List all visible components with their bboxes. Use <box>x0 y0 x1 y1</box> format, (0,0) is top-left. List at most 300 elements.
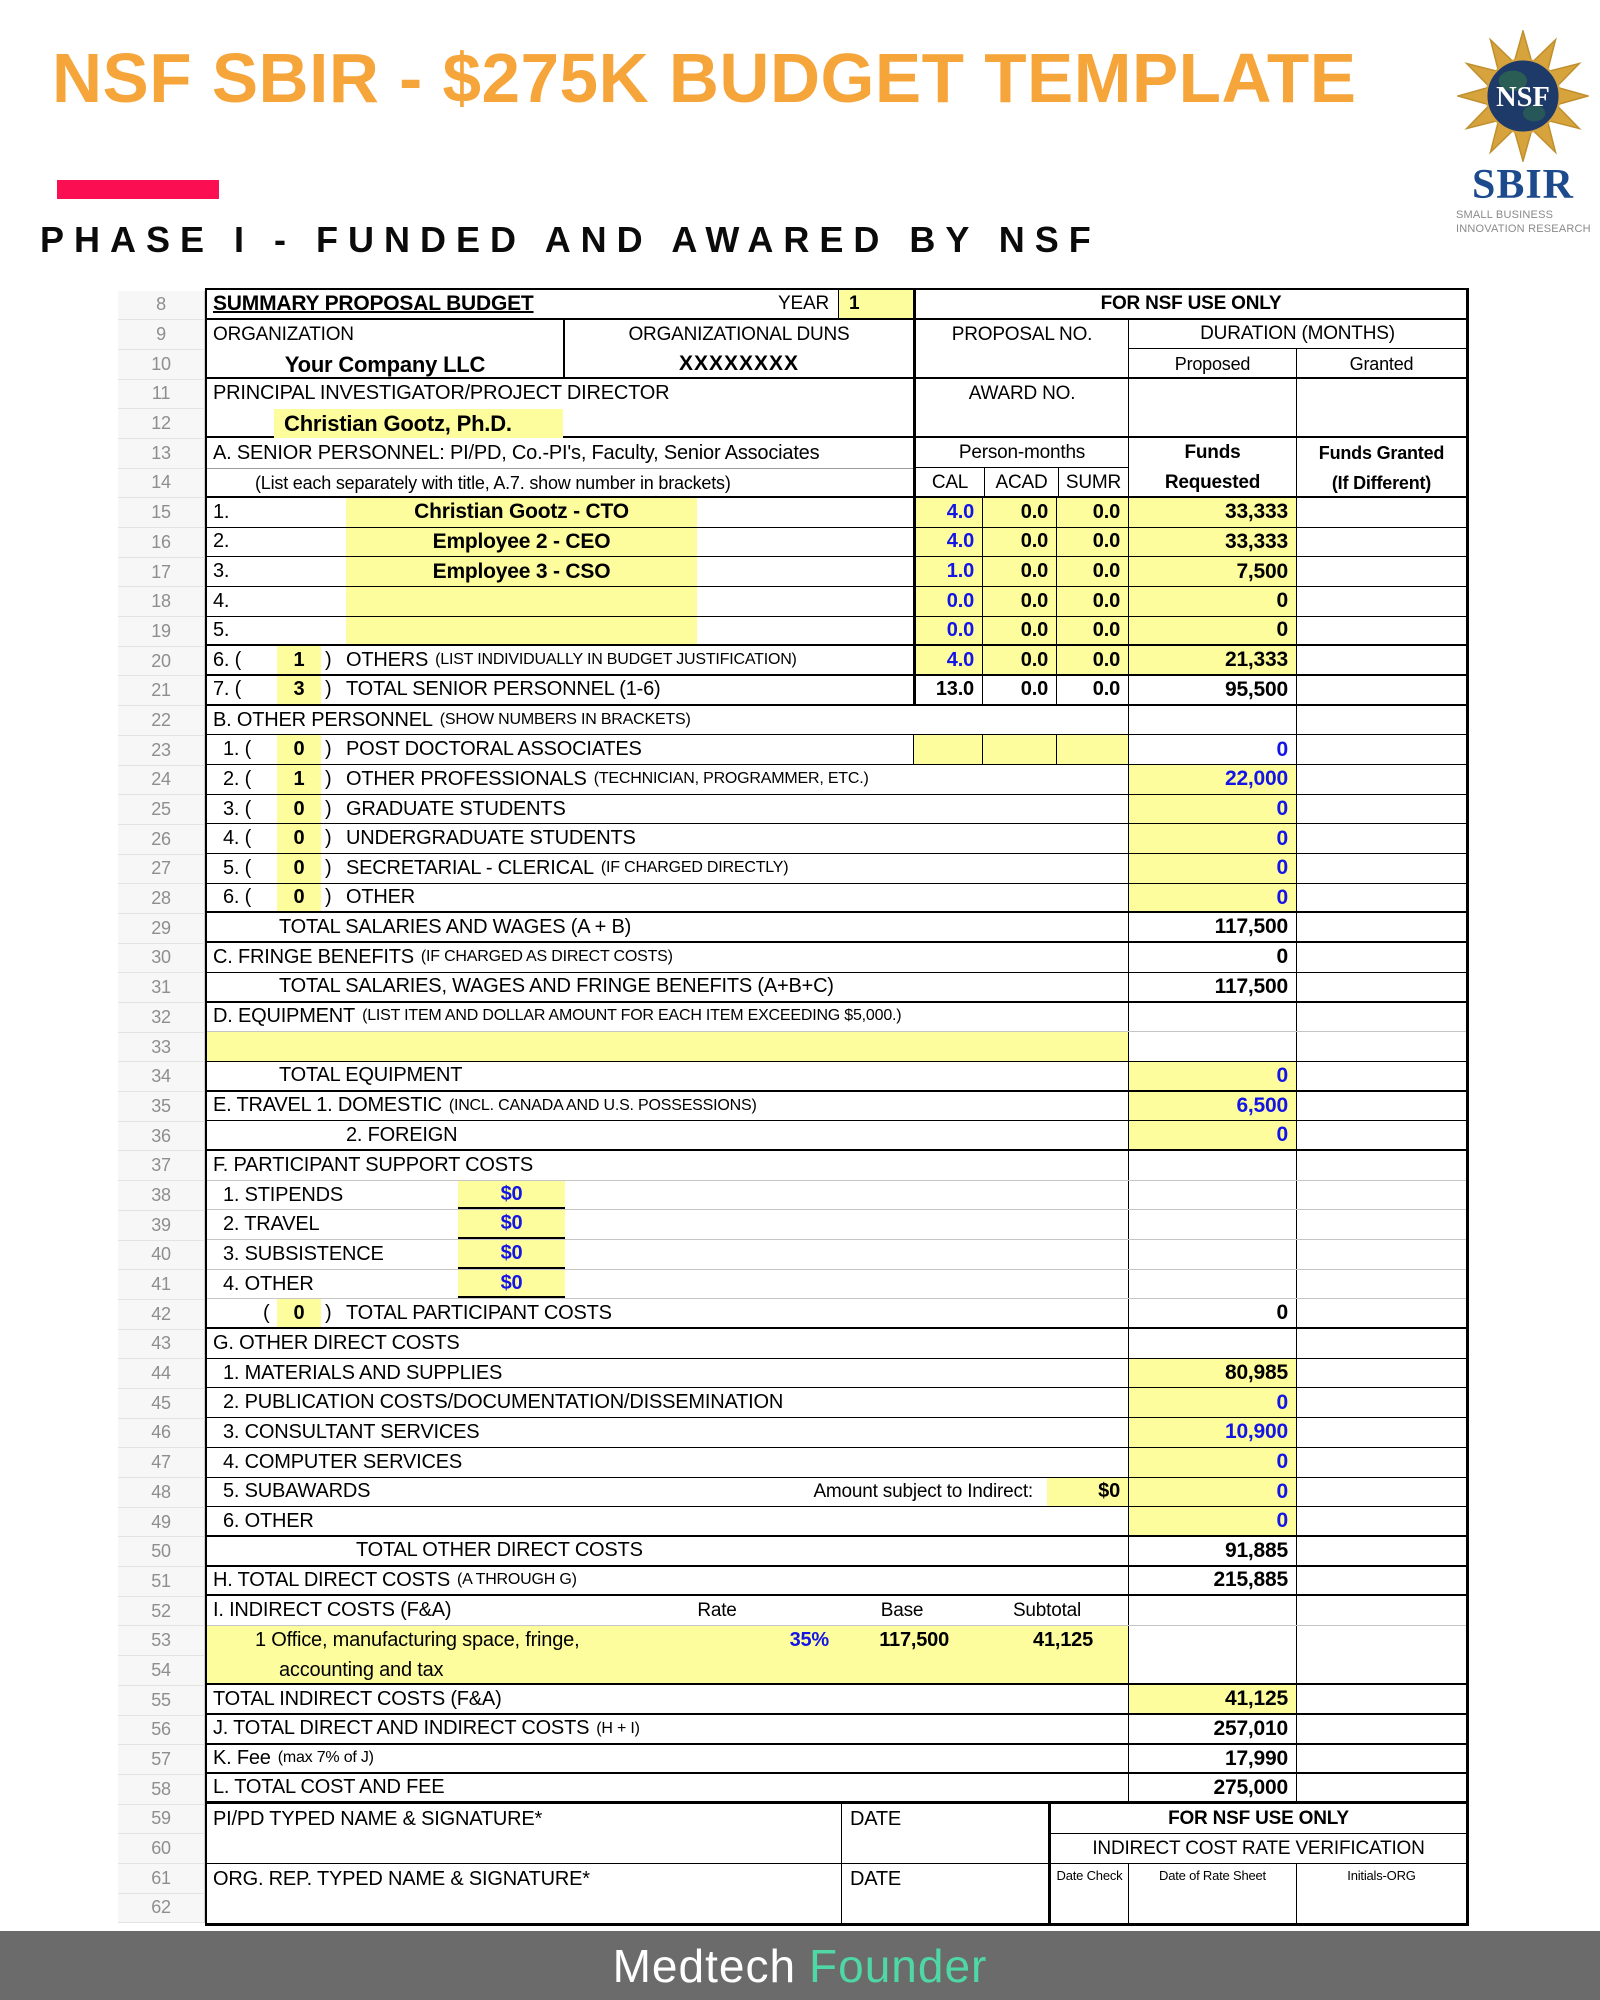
row-26 <box>207 824 1466 854</box>
funds-cell[interactable]: 0 <box>1128 735 1296 764</box>
granted-cell <box>1296 646 1466 674</box>
funds-cell: 257,010 <box>1128 1715 1296 1743</box>
count-cell[interactable]: 0 <box>277 735 321 764</box>
pi-signature-label: PI/PD TYPED NAME & SIGNATURE* <box>213 1808 543 1831</box>
row-48 <box>207 1478 1466 1508</box>
nsf-sbir-logo <box>1444 30 1600 237</box>
empty-cell <box>1128 706 1296 735</box>
row-number: 28 <box>118 884 205 914</box>
row-label: TOTAL SALARIES AND WAGES (A + B) <box>279 915 632 938</box>
row-37 <box>207 1151 1466 1181</box>
row-label: 1. STIPENDS <box>223 1183 344 1206</box>
brand-medtech: Medtech <box>612 1939 797 1992</box>
subsistence-cell[interactable]: $0 <box>458 1240 565 1269</box>
cal-cell[interactable]: 0.0 <box>913 617 982 645</box>
rate-header: Rate <box>697 1599 737 1621</box>
sbir-logotype: SBIR <box>1471 162 1575 208</box>
year-input-cell[interactable]: 1 <box>838 290 913 318</box>
row-52 <box>207 1596 1466 1626</box>
sumr-cell[interactable]: 0.0 <box>1056 557 1128 586</box>
row-number: 25 <box>118 795 205 825</box>
row-number: 59 <box>118 1805 205 1835</box>
row-label: 4. COMPUTER SERVICES <box>223 1450 463 1473</box>
subtotal-header: Subtotal <box>1012 1599 1082 1621</box>
granted-cell <box>1296 943 1466 972</box>
personnel-name-cell[interactable]: Christian Gootz - CTO <box>346 498 697 527</box>
row-label: L. TOTAL COST AND FEE <box>213 1776 445 1799</box>
row-number: 44 <box>118 1359 205 1389</box>
funds-cell: 0 <box>1128 943 1296 972</box>
item-number: 6. ( <box>223 886 252 909</box>
cal-cell[interactable]: 4.0 <box>913 528 982 557</box>
row-label: 2. FOREIGN <box>346 1123 458 1146</box>
empty-cell <box>1296 1003 1466 1032</box>
row-number: 8 <box>118 291 205 321</box>
row-number: 16 <box>118 528 205 558</box>
granted-header-2: (If Different) <box>1331 472 1432 493</box>
row-number: 31 <box>118 973 205 1003</box>
row-label: 3. CONSULTANT SERVICES <box>223 1421 480 1444</box>
row-number: 38 <box>118 1181 205 1211</box>
granted-cell <box>1296 973 1466 1001</box>
item-number: 3. <box>213 560 230 583</box>
item-number: 1. ( <box>223 738 252 761</box>
granted-cell <box>1296 824 1466 853</box>
row-label: OTHERS (LIST INDIVIDUALLY IN BUDGET JUSTIFICATION) <box>346 648 797 671</box>
section-b-title: B. OTHER PERSONNEL (SHOW NUMBERS IN BRACKETS) <box>213 708 691 731</box>
date-cell[interactable]: DATE <box>841 1804 1048 1862</box>
funds-cell[interactable]: 0 <box>1128 1121 1296 1149</box>
for-nsf-use-only: FOR NSF USE ONLY <box>913 290 1466 318</box>
row-number: 15 <box>118 498 205 528</box>
row-label: 2. PUBLICATION COSTS/DOCUMENTATION/DISSEMINATION <box>223 1391 784 1414</box>
empty-cell <box>1296 1151 1466 1180</box>
row-number: 12 <box>118 409 205 439</box>
sumr-header: SUMR <box>1065 472 1122 494</box>
rate-value[interactable]: 35% <box>789 1629 829 1652</box>
row-number: 23 <box>118 736 205 766</box>
granted-cell <box>1296 1448 1466 1477</box>
empty-cell <box>1128 1181 1296 1210</box>
indirect-item: 1 Office, manufacturing space, fringe, <box>255 1629 580 1652</box>
row-number: 54 <box>118 1656 205 1686</box>
granted-cell <box>1296 1774 1466 1801</box>
row-number: 45 <box>118 1389 205 1419</box>
accent-bar <box>57 180 219 199</box>
count-cell[interactable]: 1 <box>277 646 321 674</box>
subtotal-value: 41,125 <box>1033 1629 1093 1652</box>
row-number: 60 <box>118 1834 205 1864</box>
empty-cell <box>1296 1210 1466 1239</box>
row-24 <box>207 765 1466 795</box>
rows-59-60 <box>207 1804 1466 1863</box>
acad-cell[interactable]: 0.0 <box>982 617 1056 645</box>
funds-cell[interactable]: 33,333 <box>1128 528 1296 557</box>
empty-cell <box>1296 1032 1466 1061</box>
granted-cell <box>1296 617 1466 645</box>
empty-cell <box>1296 1270 1466 1299</box>
row-number: 37 <box>118 1151 205 1181</box>
empty-cell <box>1296 1626 1466 1683</box>
paren: ) <box>325 1301 332 1324</box>
row-number: 61 <box>118 1864 205 1894</box>
duration-proposed: Proposed <box>1129 349 1297 379</box>
row-38 <box>207 1181 1466 1211</box>
row-22 <box>207 706 1466 736</box>
row-number: 62 <box>118 1894 205 1924</box>
indirect-item-2: accounting and tax <box>279 1659 444 1682</box>
pi-label: PRINCIPAL INVESTIGATOR/PROJECT DIRECTOR <box>213 382 670 405</box>
row-label: POST DOCTORAL ASSOCIATES <box>346 738 642 761</box>
stipends-cell[interactable]: $0 <box>458 1181 565 1210</box>
row-56 <box>207 1715 1466 1745</box>
row-label: TOTAL PARTICIPANT COSTS <box>346 1301 612 1324</box>
empty-cell <box>1128 1626 1296 1683</box>
acad-cell[interactable] <box>982 735 1056 764</box>
rows-11-12 <box>207 379 1466 438</box>
row-label: 1. MATERIALS AND SUPPLIES <box>223 1361 503 1384</box>
equipment-input-cell[interactable] <box>207 1032 1128 1061</box>
row-number: 47 <box>118 1448 205 1478</box>
row-label: J. TOTAL DIRECT AND INDIRECT COSTS (H + I) <box>213 1717 640 1740</box>
cal-cell[interactable]: 4.0 <box>913 498 982 527</box>
row-label: 6. OTHER <box>223 1509 314 1532</box>
row-19 <box>207 617 1466 647</box>
empty-cell <box>1296 706 1466 735</box>
funds-header-2: Requested <box>1164 472 1261 494</box>
subaward-amount-cell[interactable]: $0 <box>1047 1478 1128 1507</box>
count-cell[interactable]: 0 <box>277 884 321 912</box>
row-34 <box>207 1062 1466 1092</box>
row-42 <box>207 1299 1466 1329</box>
funds-cell: 215,885 <box>1128 1567 1296 1595</box>
row-58 <box>207 1774 1466 1804</box>
row-43 <box>207 1329 1466 1359</box>
row-number: 35 <box>118 1092 205 1122</box>
funds-cell[interactable]: 6,500 <box>1128 1092 1296 1121</box>
row-label: SECRETARIAL - CLERICAL (IF CHARGED DIRECTLY) <box>346 856 789 879</box>
funds-cell: 95,500 <box>1128 676 1296 704</box>
row-label: TOTAL SENIOR PERSONNEL (1-6) <box>346 678 661 701</box>
funds-cell[interactable]: 10,900 <box>1128 1418 1296 1447</box>
rows-9-10 <box>207 320 1466 379</box>
empty-cell <box>1128 379 1296 436</box>
personnel-name-cell[interactable]: Employee 3 - CSO <box>346 557 697 586</box>
row-number: 41 <box>118 1270 205 1300</box>
row-57 <box>207 1745 1466 1775</box>
row-33 <box>207 1032 1466 1062</box>
acad-cell[interactable]: 0.0 <box>982 646 1056 674</box>
pi-name-cell[interactable]: Christian Gootz, Ph.D. <box>274 409 563 439</box>
row-number: 20 <box>118 647 205 677</box>
row-label: TOTAL SALARIES, WAGES AND FRINGE BENEFITS (A+B+C) <box>279 975 834 998</box>
funds-header-1: Funds <box>1184 442 1241 464</box>
empty-cell <box>1128 1003 1296 1032</box>
date-check-label: Date Check <box>1048 1864 1128 1923</box>
row-number: 57 <box>118 1745 205 1775</box>
row-35 <box>207 1092 1466 1122</box>
item-number: 7. ( <box>213 678 242 701</box>
funds-cell[interactable]: 0 <box>1128 1062 1296 1090</box>
empty-cell <box>1128 1596 1296 1625</box>
page-title: NSF SBIR - $275K BUDGET TEMPLATE <box>52 39 1357 117</box>
granted-cell <box>1296 884 1466 912</box>
granted-cell <box>1296 913 1466 941</box>
funds-cell[interactable]: 80,985 <box>1128 1359 1296 1388</box>
row-number: 50 <box>118 1537 205 1567</box>
count-cell[interactable]: 0 <box>277 795 321 824</box>
item-number: 5. <box>213 618 230 641</box>
row-number: 36 <box>118 1122 205 1152</box>
count-cell[interactable]: 1 <box>277 765 321 794</box>
sumr-cell[interactable]: 0.0 <box>1056 646 1128 674</box>
item-number: 5. ( <box>223 856 252 879</box>
granted-cell <box>1296 1388 1466 1417</box>
acad-header: ACAD <box>985 468 1059 498</box>
row-label: 3. SUBSISTENCE <box>223 1242 384 1265</box>
row-number: 43 <box>118 1330 205 1360</box>
row-number: 24 <box>118 766 205 796</box>
row-label: 4. OTHER <box>223 1272 314 1295</box>
row-51 <box>207 1567 1466 1597</box>
row-number: 26 <box>118 825 205 855</box>
row-label: 2. TRAVEL <box>223 1213 320 1236</box>
row-27 <box>207 854 1466 884</box>
funds-cell[interactable]: 0 <box>1128 1448 1296 1477</box>
paren: ) <box>325 767 332 790</box>
granted-cell <box>1296 1121 1466 1149</box>
row-number: 49 <box>118 1508 205 1538</box>
granted-header-1: Funds Granted <box>1318 442 1445 463</box>
svg-text:NSF: NSF <box>1496 82 1550 114</box>
row-55 <box>207 1685 1466 1715</box>
funds-cell[interactable]: 41,125 <box>1128 1685 1296 1713</box>
sheet-title: SUMMARY PROPOSAL BUDGET <box>213 291 534 315</box>
empty-cell <box>1128 1210 1296 1239</box>
empty-cell <box>1128 1329 1296 1358</box>
funds-cell[interactable]: 0 <box>1128 824 1296 853</box>
item-number: 3. ( <box>223 797 252 820</box>
acad-cell: 0.0 <box>982 676 1056 704</box>
granted-cell <box>1296 1685 1466 1713</box>
cal-cell[interactable]: 1.0 <box>913 557 982 586</box>
row-16 <box>207 528 1466 558</box>
row-label: OTHER PROFESSIONALS (TECHNICIAN, PROGRAMMER, ETC.) <box>346 767 869 790</box>
granted-cell <box>1296 795 1466 824</box>
funds-cell[interactable]: 0 <box>1128 795 1296 824</box>
funds-cell[interactable]: 0 <box>1128 1478 1296 1507</box>
funds-cell[interactable]: 0 <box>1128 587 1296 616</box>
duns-label: ORGANIZATIONAL DUNS <box>628 323 850 345</box>
item-number: 6. ( <box>213 648 242 671</box>
section-d-title: D. EQUIPMENT (LIST ITEM AND DOLLAR AMOUNT FOR EACH ITEM EXCEEDING $5,000.) <box>213 1005 902 1028</box>
sumr-cell[interactable]: 0.0 <box>1056 528 1128 557</box>
acad-cell[interactable]: 0.0 <box>982 557 1056 586</box>
granted-cell <box>1296 1745 1466 1773</box>
granted-cell <box>1296 587 1466 616</box>
granted-cell <box>1296 528 1466 557</box>
row-number: 21 <box>118 676 205 706</box>
row-number: 29 <box>118 914 205 944</box>
row-50 <box>207 1537 1466 1567</box>
acad-cell[interactable]: 0.0 <box>982 498 1056 527</box>
paren: ) <box>325 827 332 850</box>
granted-cell <box>1296 1507 1466 1535</box>
other-cell[interactable]: $0 <box>458 1270 565 1299</box>
budget-grid <box>205 288 1469 1926</box>
row-18 <box>207 587 1466 617</box>
row-32 <box>207 1003 1466 1033</box>
row-40 <box>207 1240 1466 1270</box>
row-15 <box>207 498 1466 528</box>
row-41 <box>207 1270 1466 1300</box>
row-number: 9 <box>118 320 205 350</box>
row-number: 46 <box>118 1419 205 1449</box>
funds-cell[interactable]: 7,500 <box>1128 557 1296 586</box>
count-cell[interactable]: 0 <box>277 1299 321 1327</box>
empty-cell <box>1128 1240 1296 1269</box>
section-i-title: I. INDIRECT COSTS (F&A) <box>213 1599 452 1622</box>
row-number: 42 <box>118 1300 205 1330</box>
duration-label: DURATION (MONTHS) <box>1129 320 1466 350</box>
count-cell[interactable]: 3 <box>277 676 321 704</box>
indirect-verification-label: INDIRECT COST RATE VERIFICATION <box>1092 1837 1425 1859</box>
granted-cell <box>1296 854 1466 883</box>
acad-cell[interactable]: 0.0 <box>982 528 1056 557</box>
granted-cell <box>1296 1359 1466 1388</box>
rows-53-54 <box>207 1626 1466 1685</box>
funds-cell[interactable]: 0 <box>1128 884 1296 912</box>
row-31 <box>207 973 1466 1003</box>
empty-cell <box>1296 1329 1466 1358</box>
row-label: H. TOTAL DIRECT COSTS (A THROUGH G) <box>213 1568 577 1591</box>
sumr-cell[interactable]: 0.0 <box>1056 498 1128 527</box>
sumr-cell[interactable] <box>1056 735 1128 764</box>
row-45 <box>207 1388 1466 1418</box>
row-label: TOTAL INDIRECT COSTS (F&A) <box>213 1687 502 1710</box>
granted-cell <box>1296 1567 1466 1595</box>
granted-cell <box>1296 735 1466 764</box>
row-label: K. Fee (max 7% of J) <box>213 1747 374 1770</box>
person-months-header: Person-months <box>916 438 1128 468</box>
funds-cell[interactable]: 22,000 <box>1128 765 1296 794</box>
row-28 <box>207 884 1466 914</box>
cal-cell[interactable]: 4.0 <box>913 646 982 674</box>
funds-cell[interactable]: 0 <box>1128 854 1296 883</box>
row-number: 11 <box>118 380 205 410</box>
empty-cell <box>1128 1270 1296 1299</box>
granted-cell <box>1296 1715 1466 1743</box>
empty-cell <box>1128 1032 1296 1061</box>
row-number: 56 <box>118 1716 205 1746</box>
paren: ) <box>325 648 332 671</box>
sumr-cell[interactable]: 0.0 <box>1056 587 1128 616</box>
paren: ) <box>325 797 332 820</box>
cal-cell[interactable] <box>913 735 982 764</box>
paren: ) <box>325 856 332 879</box>
brand-founder: Founder <box>809 1939 988 1992</box>
personnel-name-cell[interactable] <box>346 617 697 645</box>
year-label: YEAR <box>778 292 829 314</box>
funds-cell[interactable]: 21,333 <box>1128 646 1296 674</box>
row-number: 53 <box>118 1626 205 1656</box>
organization-value[interactable]: Your Company LLC <box>284 351 486 377</box>
personnel-name-cell[interactable]: Employee 2 - CEO <box>346 528 697 557</box>
granted-cell <box>1296 1092 1466 1121</box>
base-value: 117,500 <box>879 1629 949 1652</box>
row-number: 14 <box>118 469 205 499</box>
award-no-label: AWARD NO. <box>913 379 1128 436</box>
funds-cell[interactable]: 0 <box>1128 1388 1296 1417</box>
initials-org-label: Initials-ORG <box>1296 1864 1466 1923</box>
row-number: 19 <box>118 617 205 647</box>
granted-cell <box>1296 1062 1466 1090</box>
granted-cell <box>1296 1418 1466 1447</box>
cal-cell[interactable]: 0.0 <box>913 587 982 616</box>
item-number: 4. <box>213 589 230 612</box>
item-number: 4. ( <box>223 827 252 850</box>
footer-bar <box>0 1931 1600 2000</box>
row-number: 52 <box>118 1597 205 1627</box>
funds-cell[interactable]: 0 <box>1128 617 1296 645</box>
empty-cell <box>1296 1181 1466 1210</box>
granted-cell <box>1296 1299 1466 1327</box>
funds-cell: 17,990 <box>1128 1745 1296 1773</box>
count-cell[interactable]: 0 <box>277 824 321 853</box>
date-cell[interactable]: DATE <box>841 1864 1048 1923</box>
row-36 <box>207 1121 1466 1151</box>
funds-cell[interactable]: 0 <box>1128 1507 1296 1535</box>
proposal-no-label: PROPOSAL NO. <box>913 320 1128 377</box>
count-cell[interactable]: 0 <box>277 854 321 883</box>
nsf-starburst-icon <box>1457 30 1589 162</box>
funds-cell: 117,500 <box>1128 913 1296 941</box>
row-23 <box>207 735 1466 765</box>
empty-cell <box>1296 1240 1466 1269</box>
granted-cell <box>1296 1537 1466 1565</box>
cal-cell: 13.0 <box>913 676 982 704</box>
sumr-cell: 0.0 <box>1056 676 1128 704</box>
row-number: 58 <box>118 1775 205 1805</box>
row-label: TOTAL EQUIPMENT <box>279 1064 463 1087</box>
paren: ) <box>325 886 332 909</box>
row-number: 30 <box>118 944 205 974</box>
item-number: 1. <box>213 500 230 523</box>
acad-cell[interactable]: 0.0 <box>982 587 1056 616</box>
travel-cell[interactable]: $0 <box>458 1210 565 1239</box>
row-number: 22 <box>118 706 205 736</box>
item-number: 2. ( <box>223 767 252 790</box>
row-gutter <box>118 291 205 1924</box>
cal-header: CAL <box>916 468 985 498</box>
personnel-name-cell[interactable] <box>346 587 697 616</box>
row-number: 33 <box>118 1033 205 1063</box>
section-f-title: F. PARTICIPANT SUPPORT COSTS <box>213 1153 534 1176</box>
section-a-note: (List each separately with title, A.7. show number in brackets) <box>255 472 731 493</box>
granted-cell <box>1296 498 1466 527</box>
granted-cell <box>1296 557 1466 586</box>
granted-cell <box>1296 1478 1466 1507</box>
row-17 <box>207 557 1466 587</box>
paren: ) <box>325 678 332 701</box>
section-e-title: E. TRAVEL 1. DOMESTIC (INCL. CANADA AND U.S. POSSESSIONS) <box>213 1094 757 1117</box>
sumr-cell[interactable]: 0.0 <box>1056 617 1128 645</box>
funds-cell[interactable]: 33,333 <box>1128 498 1296 527</box>
row-number: 55 <box>118 1686 205 1716</box>
row-number: 34 <box>118 1062 205 1092</box>
row-47 <box>207 1448 1466 1478</box>
duns-value[interactable]: XXXXXXXX <box>678 352 800 376</box>
